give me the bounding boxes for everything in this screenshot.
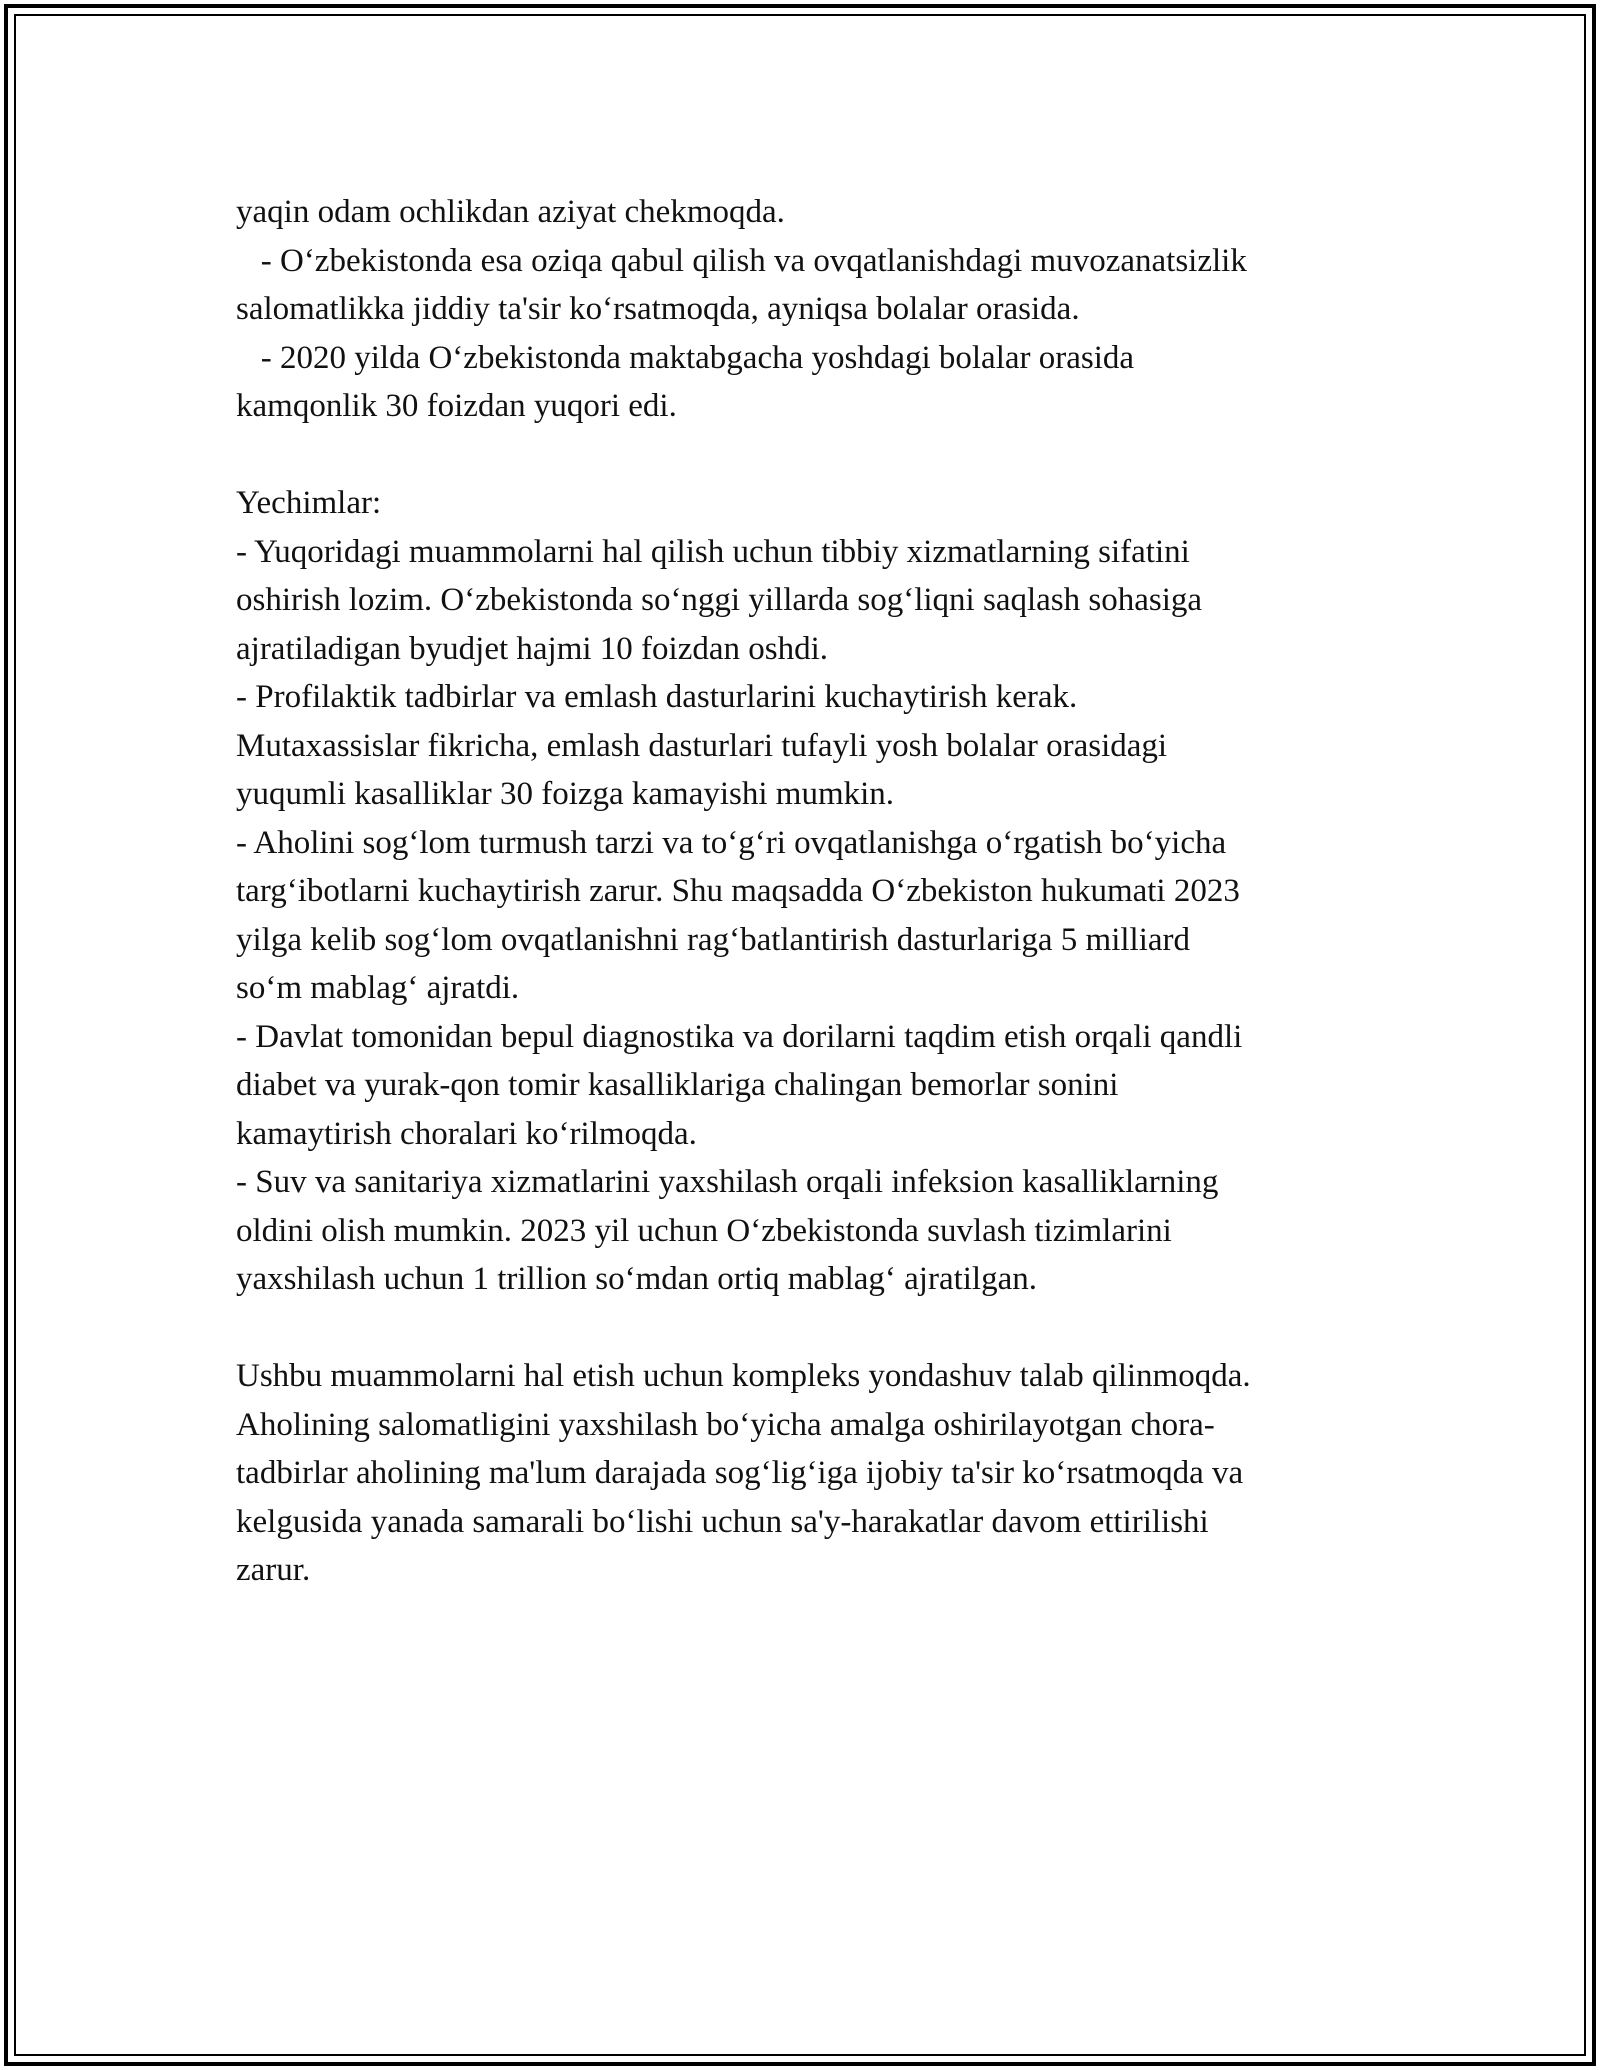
text-line: kelgusida yanada samarali bo‘lishi uchun sa'y-harakatlar davom ettirilishi	[236, 1503, 1209, 1540]
text-line: Ushbu muammolarni hal etish uchun kompleks yondashuv talab qilinmoqda.	[236, 1358, 1251, 1394]
text-line: yaxshilash uchun 1 trillion so‘mdan ortiq mablag‘ ajratilgan.	[236, 1261, 1037, 1297]
text-line: oldini olish mumkin. 2023 yil uchun O‘zbekistonda suvlash tizimlarini	[236, 1212, 1172, 1249]
text-line: Mutaxassislar fikricha, emlash dasturlari tufayli yosh bolalar orasidagi	[236, 727, 1168, 764]
text-line: yilga kelib sog‘lom ovqatlanishni rag‘batlantirish dasturlariga 5 milliard	[236, 921, 1191, 958]
text-line: oshirish lozim. O‘zbekistonda so‘nggi yillarda sog‘liqni saqlash sohasiga	[236, 582, 1203, 618]
text-line: - 2020 yilda O‘zbekistonda maktabgacha yoshdagi bolalar orasida	[236, 339, 1135, 376]
paragraph	[236, 479, 1416, 528]
document-body	[236, 188, 1416, 1595]
text-line: Aholining salomatligini yaxshilash bo‘yicha amalga oshirilayotgan chora-	[236, 1406, 1215, 1443]
text-line: zarur.	[236, 1552, 311, 1588]
text-line: ajratiladigan byudjet hajmi 10 foizdan oshdi.	[236, 630, 829, 667]
text-line: - Davlat tomonidan bepul diagnostika va dorilarni taqdim etish orqali qandli	[236, 1018, 1243, 1055]
text-line: so‘m mablag‘ ajratdi.	[236, 970, 520, 1006]
text-line: kamqonlik 30 foizdan yuqori edi.	[236, 388, 677, 424]
text-line: diabet va yurak-qon tomir kasalliklariga chalingan bemorlar sonini	[236, 1067, 1119, 1103]
paragraph	[236, 334, 1416, 431]
paragraph	[236, 528, 1416, 674]
text-line: yuqumli kasalliklar 30 foizga kamayishi mumkin.	[236, 776, 895, 812]
paragraph	[236, 1352, 1416, 1595]
text-line: - Profilaktik tadbirlar va emlash dasturlarini kuchaytirish kerak.	[236, 679, 1078, 715]
paragraph	[236, 819, 1416, 1013]
paragraph	[236, 1013, 1416, 1159]
text-line: Yechimlar:	[236, 485, 382, 521]
text-line: - Yuqoridagi muammolarni hal qilish uchun tibbiy xizmatlarning sifatini	[236, 533, 1190, 570]
paragraph-spacer	[236, 431, 1416, 480]
paragraph	[236, 237, 1416, 334]
text-line: - Aholini sog‘lom turmush tarzi va to‘g‘ri ovqatlanishga o‘rgatish bo‘yicha	[236, 824, 1227, 861]
text-line: targ‘ibotlarni kuchaytirish zarur. Shu maqsadda O‘zbekiston hukumati 2023	[236, 873, 1240, 909]
text-line: - Suv va sanitariya xizmatlarini yaxshilash orqali infeksion kasalliklarning	[236, 1164, 1219, 1200]
paragraph	[236, 188, 1416, 237]
text-line: kamaytirish choralari ko‘rilmoqda.	[236, 1115, 697, 1152]
text-line: yaqin odam ochlikdan aziyat chekmoqda.	[236, 194, 785, 230]
text-line: - O‘zbekistonda esa oziqa qabul qilish va ovqatlanishdagi muvozanatsizlik	[236, 242, 1247, 279]
paragraph-spacer	[236, 1304, 1416, 1353]
text-line: salomatlikka jiddiy ta'sir ko‘rsatmoqda, ayniqsa bolalar orasida.	[236, 291, 1080, 327]
paragraph	[236, 673, 1416, 819]
paragraph	[236, 1158, 1416, 1304]
text-line: tadbirlar aholining ma'lum darajada sog‘lig‘iga ijobiy ta'sir ko‘rsatmoqda va	[236, 1455, 1244, 1491]
